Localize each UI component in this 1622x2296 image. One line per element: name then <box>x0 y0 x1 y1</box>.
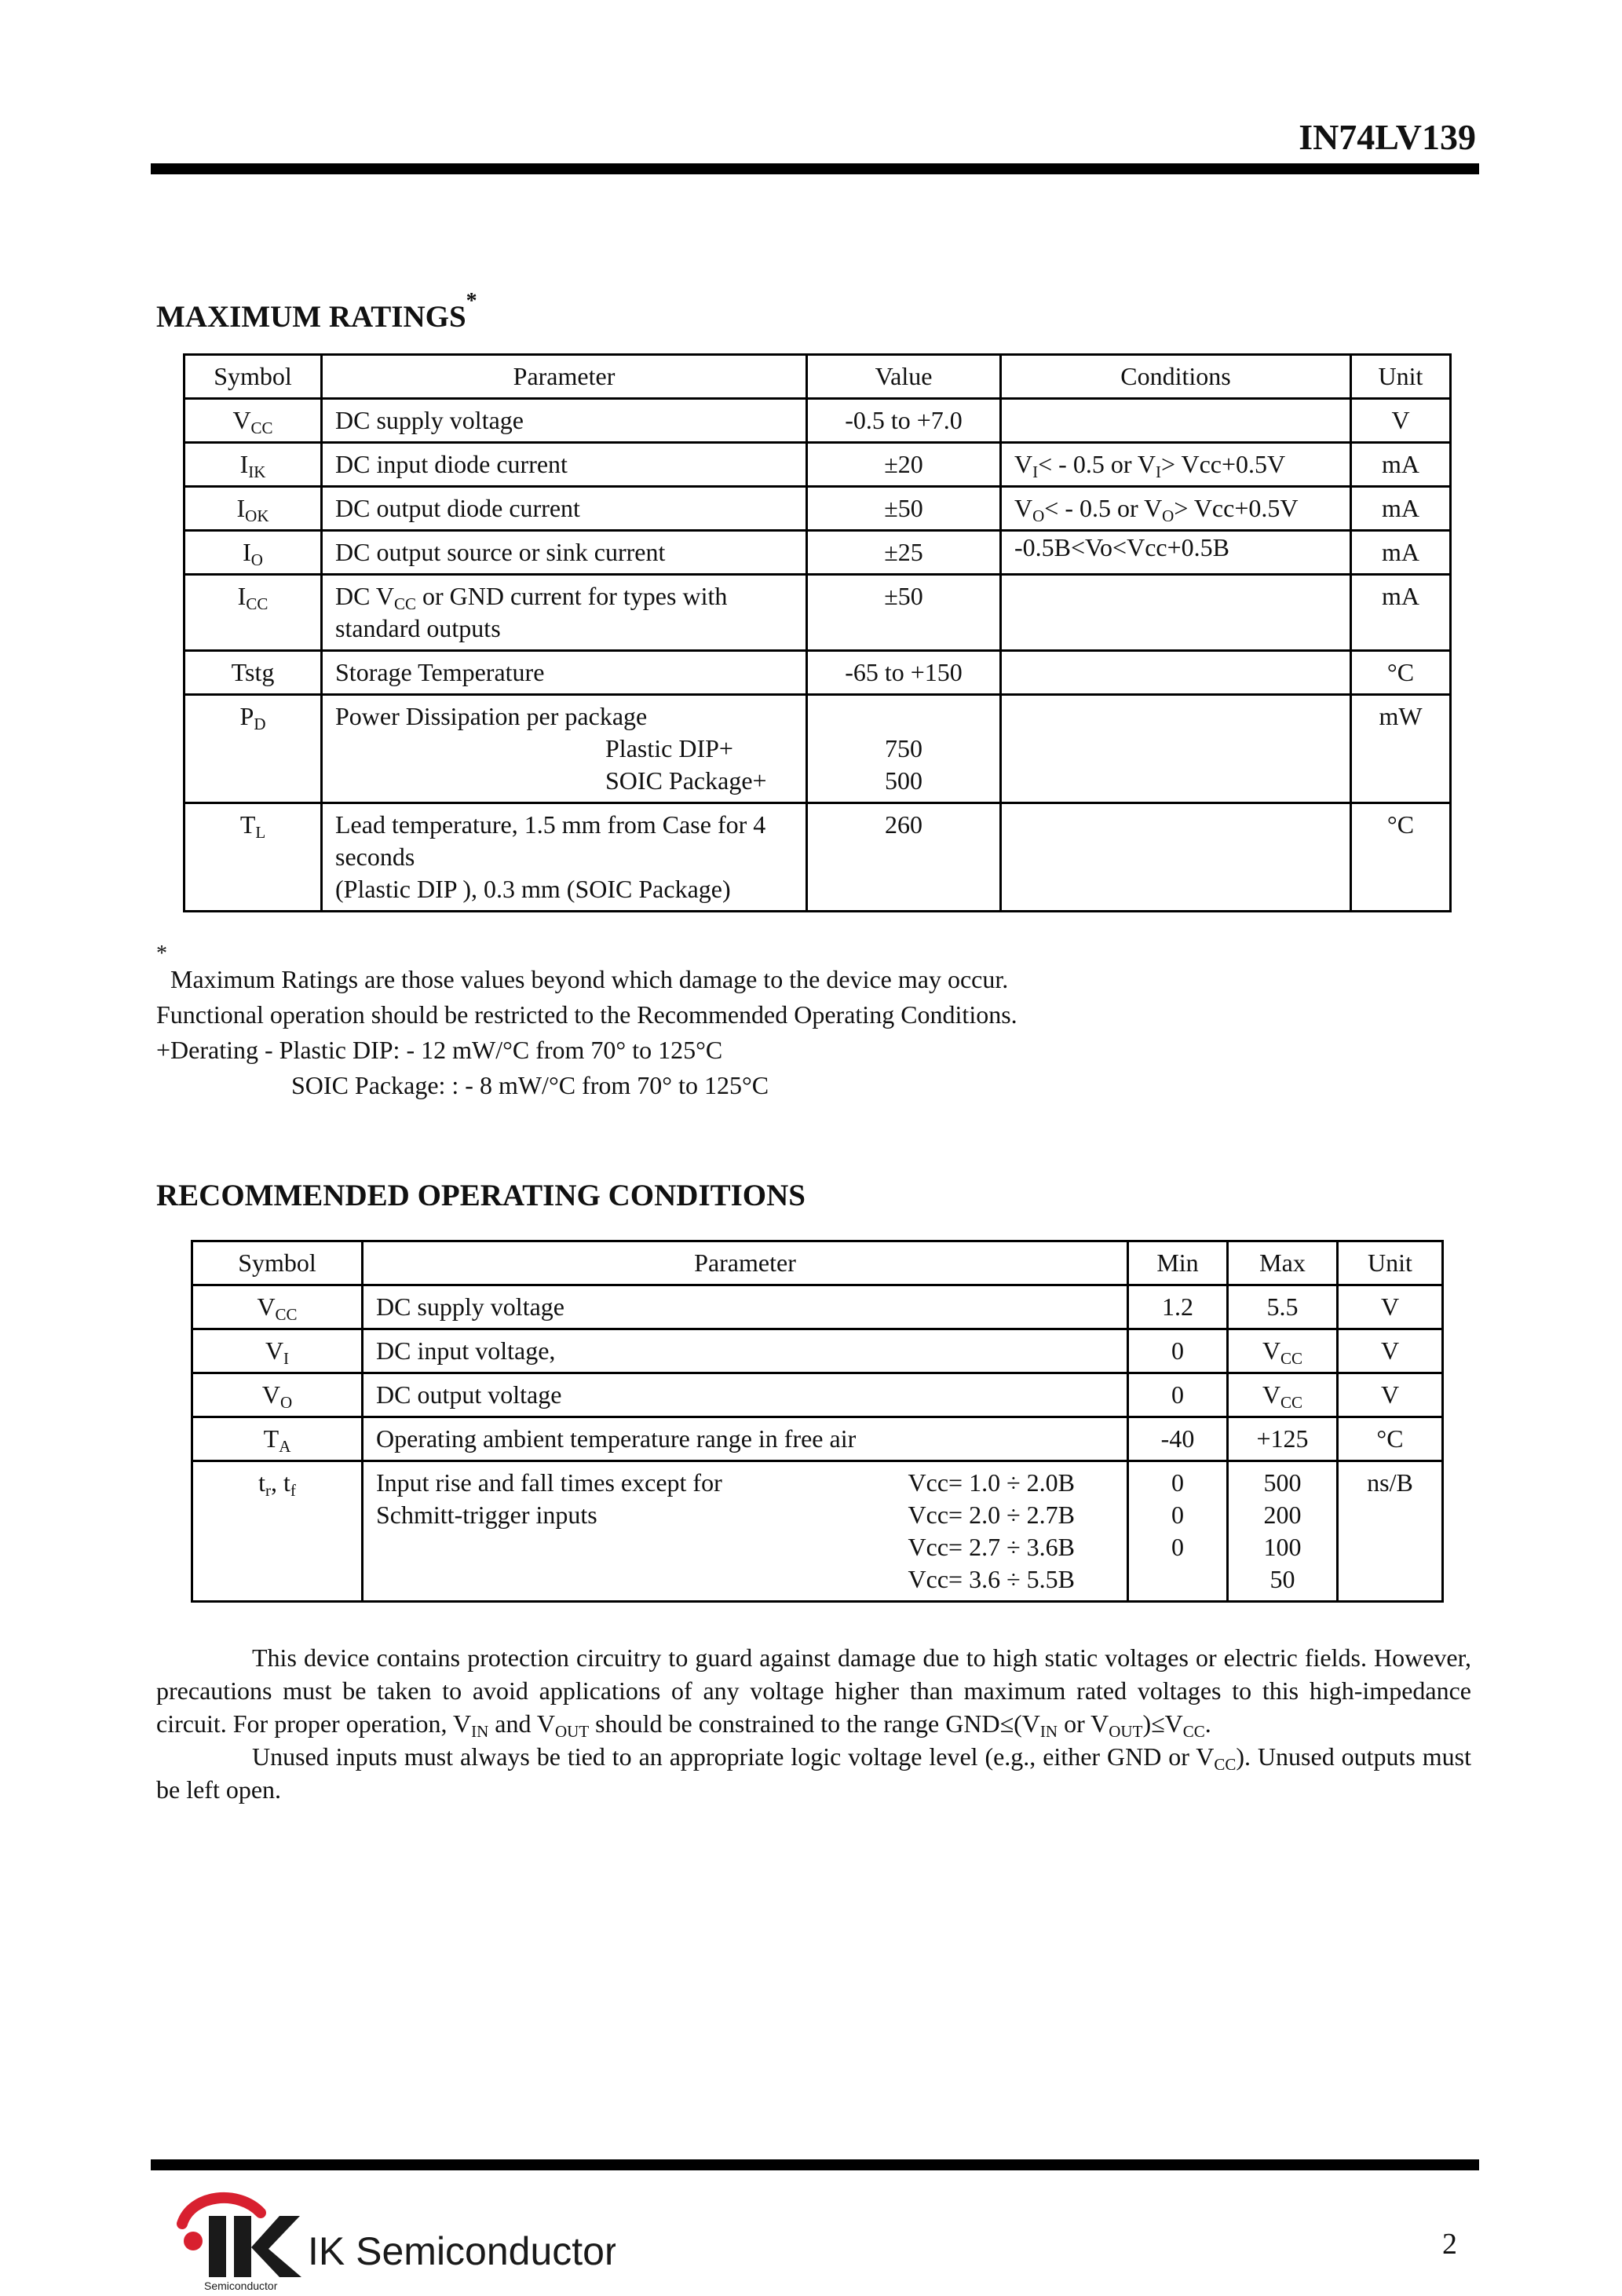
table-row <box>184 695 1451 803</box>
cond-text: V <box>1014 494 1033 522</box>
table-row <box>184 575 1451 651</box>
max-cell: 5.5 <box>1228 1285 1338 1329</box>
parameter-cell: Storage Temperature <box>322 651 807 695</box>
table-row <box>192 1373 1443 1417</box>
note-derating: +Derating - Plastic DIP: - 12 mW/°C from 70° to 125°C <box>156 1036 723 1064</box>
symbol-cell <box>184 575 322 651</box>
value-cell: ±25 <box>807 531 1001 575</box>
param-line: Plastic DIP+ <box>605 734 733 762</box>
header-max: Max <box>1228 1241 1338 1285</box>
param-text: Input rise and fall times except for Schmitt-trigger inputs <box>376 1468 722 1529</box>
vcc-range: Vcc= 2.0 ÷ 2.7B <box>908 1501 1075 1529</box>
symbol-cell <box>184 803 322 912</box>
note-line: Functional operation should be restricted to the Recommended Operating Conditions. <box>156 1000 1017 1029</box>
table-header-row <box>184 355 1451 399</box>
value-cell <box>807 695 1001 803</box>
unit-cell: V <box>1351 399 1451 443</box>
value-line: 750 <box>885 734 922 762</box>
header-symbol: Symbol <box>192 1241 363 1285</box>
vcc-range: Vcc= 3.6 ÷ 5.5B <box>908 1565 1075 1593</box>
paragraph-unused-inputs: Unused inputs must always be tied to an appropriate logic voltage level (e.g., either GND or $V_{CC}$). Unused outputs must be left open. <box>156 1742 1472 1804</box>
symbol-sub: CC <box>250 419 273 437</box>
unit-cell: mW <box>1351 695 1451 803</box>
conditions-cell <box>1001 487 1351 531</box>
symbol: T <box>263 1424 279 1453</box>
min-value: 0 <box>1171 1533 1184 1561</box>
parameter-cell <box>322 695 807 803</box>
table-row <box>184 531 1451 575</box>
max-ratings-notes <box>156 941 1017 1103</box>
logo-small-text: Semiconductor <box>204 2280 278 2291</box>
parameter-cell: DC input diode current <box>322 443 807 487</box>
symbol-cell <box>192 1329 363 1373</box>
param-text: or GND current for types with standard outputs <box>335 582 728 642</box>
param-sub: CC <box>393 594 416 613</box>
symbol-sub: I <box>283 1349 290 1368</box>
cond-sub: O <box>1032 506 1045 525</box>
unit-cell: V <box>1338 1329 1443 1373</box>
cond-text: > Vcc+0.5V <box>1161 450 1286 478</box>
symbol: , t <box>271 1468 290 1497</box>
header-conditions: Conditions <box>1001 355 1351 399</box>
body-text <box>156 1641 1471 1806</box>
symbol-sub: r <box>265 1481 271 1500</box>
parameter-cell: DC output voltage <box>363 1373 1128 1417</box>
header-value: Value <box>807 355 1001 399</box>
header-unit: Unit <box>1351 355 1451 399</box>
table-row <box>192 1417 1443 1461</box>
max-text: V <box>1262 1380 1281 1409</box>
unit-cell: ns/B <box>1338 1461 1443 1602</box>
symbol-cell <box>192 1417 363 1461</box>
symbol: I <box>239 450 249 478</box>
symbol-sub: CC <box>275 1305 298 1324</box>
max-ratings-asterisk: * <box>466 289 477 313</box>
conditions-cell <box>1001 575 1351 651</box>
header-rule <box>151 163 1479 174</box>
symbol-cell <box>184 487 322 531</box>
param-line: (Plastic DIP ), 0.3 mm (SOIC Package) <box>335 875 731 903</box>
max-cell <box>1228 1329 1338 1373</box>
paragraph-protection: This device contains protection circuitry to guard against damage due to high static voltages or electric fields. However, precautions must be taken to avoid applications of any voltage higher than maximum rated voltages to this high-impedance circuit. For proper operation, $V_{IN}$ and $V_{OUT}$ should be constrained to the range $GND\le(V_{IN}$ or $V_{OUT})\le V_{CC}$. <box>156 1643 1471 1741</box>
value-cell: ±20 <box>807 443 1001 487</box>
symbol-sub: IK <box>248 462 266 481</box>
symbol-cell <box>184 695 322 803</box>
min-value: 0 <box>1171 1468 1184 1497</box>
min-cell <box>1128 1461 1228 1602</box>
param-line: Lead temperature, 1.5 mm from Case for 4 seconds <box>335 810 766 871</box>
symbol-sub: A <box>279 1437 291 1456</box>
vcc-list <box>908 1467 1075 1596</box>
unit-cell: mA <box>1351 487 1451 531</box>
table-row <box>192 1461 1443 1602</box>
value-cell: -0.5 to +7.0 <box>807 399 1001 443</box>
max-text: V <box>1262 1336 1281 1365</box>
symbol: t <box>258 1468 265 1497</box>
cond-sub: I <box>1156 462 1161 481</box>
parameter-cell: Operating ambient temperature range in free air <box>363 1417 1128 1461</box>
value-line: 500 <box>885 766 922 795</box>
cond-sub: I <box>1032 462 1039 481</box>
conditions-cell <box>1001 399 1351 443</box>
symbol: I <box>243 538 251 566</box>
parameter-cell <box>322 803 807 912</box>
symbol-sub: CC <box>246 594 269 613</box>
header-unit: Unit <box>1338 1241 1443 1285</box>
min-cell: 1.2 <box>1128 1285 1228 1329</box>
symbol: I <box>237 582 247 610</box>
table-row <box>192 1285 1443 1329</box>
symbol: T <box>239 810 256 839</box>
table-row <box>192 1329 1443 1373</box>
conditions-cell <box>1001 695 1351 803</box>
table-row <box>184 651 1451 695</box>
logo-icon <box>168 2189 616 2291</box>
cond-sub: O <box>1162 506 1174 525</box>
value-cell: ±50 <box>807 487 1001 531</box>
conditions-cell <box>1001 803 1351 912</box>
value-cell: 260 <box>807 803 1001 912</box>
max-value: 50 <box>1269 1565 1295 1593</box>
cond-text: < - 0.5 or V <box>1044 494 1163 522</box>
unit-cell: V <box>1338 1373 1443 1417</box>
header-symbol: Symbol <box>184 355 322 399</box>
logo-text: IK Semiconductor <box>308 2229 616 2273</box>
param-line: Power Dissipation per package <box>335 702 648 730</box>
max-value: 100 <box>1263 1533 1302 1561</box>
header-parameter: Parameter <box>322 355 807 399</box>
table-row <box>184 803 1451 912</box>
symbol-sub: f <box>290 1481 296 1500</box>
min-cell: 0 <box>1128 1329 1228 1373</box>
vcc-range: Vcc= 1.0 ÷ 2.0B <box>908 1468 1075 1497</box>
max-value: 500 <box>1263 1468 1302 1497</box>
param-text: DC V <box>335 582 394 610</box>
footer-rule <box>151 2159 1479 2170</box>
cond-text: > Vcc+0.5V <box>1174 494 1299 522</box>
header-parameter: Parameter <box>363 1241 1128 1285</box>
vcc-range: Vcc= 2.7 ÷ 3.6B <box>908 1533 1075 1561</box>
symbol: V <box>257 1292 276 1321</box>
page-number: 2 <box>1442 2228 1457 2261</box>
unit-cell: °C <box>1338 1417 1443 1461</box>
max-cell: +125 <box>1228 1417 1338 1461</box>
parameter-cell: DC supply voltage <box>363 1285 1128 1329</box>
note-line: Maximum Ratings are those values beyond which damage to the device may occur. <box>170 965 1009 993</box>
min-value: 0 <box>1171 1501 1184 1529</box>
parameter-cell: DC output diode current <box>322 487 807 531</box>
part-number: IN74LV139 <box>1299 117 1476 157</box>
roc-table <box>191 1240 1444 1603</box>
symbol-cell <box>184 443 322 487</box>
symbol: P <box>239 702 254 730</box>
note-asterisk: * <box>156 941 167 966</box>
max-sub: CC <box>1280 1393 1303 1412</box>
table-row <box>184 443 1451 487</box>
table-header-row <box>192 1241 1443 1285</box>
unit-cell: mA <box>1351 531 1451 575</box>
unit-cell: mA <box>1351 443 1451 487</box>
ik-semiconductor-logo <box>168 2189 616 2291</box>
unit-cell: °C <box>1351 651 1451 695</box>
table-row <box>184 399 1451 443</box>
max-ratings-title-text: MAXIMUM RATINGS <box>156 300 466 334</box>
cond-text: V <box>1014 450 1033 478</box>
symbol-cell <box>184 399 322 443</box>
parameter-cell: DC output source or sink current <box>322 531 807 575</box>
value-cell: ±50 <box>807 575 1001 651</box>
symbol-cell <box>192 1461 363 1602</box>
unit-cell: mA <box>1351 575 1451 651</box>
conditions-cell <box>1001 651 1351 695</box>
max-ratings-title <box>156 289 477 335</box>
symbol: I <box>236 494 246 522</box>
max-cell <box>1228 1461 1338 1602</box>
max-ratings-table <box>183 353 1452 912</box>
parameter-cell: DC input voltage, <box>363 1329 1128 1373</box>
symbol-sub: O <box>279 1393 293 1412</box>
min-cell: -40 <box>1128 1417 1228 1461</box>
note-derating-soic: SOIC Package: : - 8 mW/°C from 70° to 125°C <box>291 1071 769 1099</box>
parameter-cell <box>322 575 807 651</box>
symbol-cell <box>184 531 322 575</box>
unit-cell: °C <box>1351 803 1451 912</box>
value-cell: -65 to +150 <box>807 651 1001 695</box>
symbol: V <box>261 1380 280 1409</box>
cond-text: < - 0.5 or V <box>1038 450 1156 478</box>
header-min: Min <box>1128 1241 1228 1285</box>
symbol-cell: Tstg <box>184 651 322 695</box>
symbol-sub: L <box>255 823 266 842</box>
symbol-cell <box>192 1285 363 1329</box>
max-cell <box>1228 1373 1338 1417</box>
conditions-cell <box>1001 443 1351 487</box>
conditions-cell: -0.5B<Vo<Vcc+0.5B <box>1001 531 1351 575</box>
max-value: 200 <box>1263 1501 1302 1529</box>
roc-title: RECOMMENDED OPERATING CONDITIONS <box>156 1179 806 1212</box>
param-line: SOIC Package+ <box>605 766 767 795</box>
min-cell: 0 <box>1128 1373 1228 1417</box>
symbol-cell <box>192 1373 363 1417</box>
symbol: V <box>232 406 251 434</box>
unit-cell: V <box>1338 1285 1443 1329</box>
symbol-sub: O <box>250 550 263 569</box>
parameter-cell <box>363 1461 1128 1602</box>
symbol-sub: OK <box>245 506 269 525</box>
table-row <box>184 487 1451 531</box>
symbol-sub: D <box>254 715 266 733</box>
symbol: V <box>265 1336 284 1365</box>
max-sub: CC <box>1280 1349 1303 1368</box>
parameter-cell: DC supply voltage <box>322 399 807 443</box>
